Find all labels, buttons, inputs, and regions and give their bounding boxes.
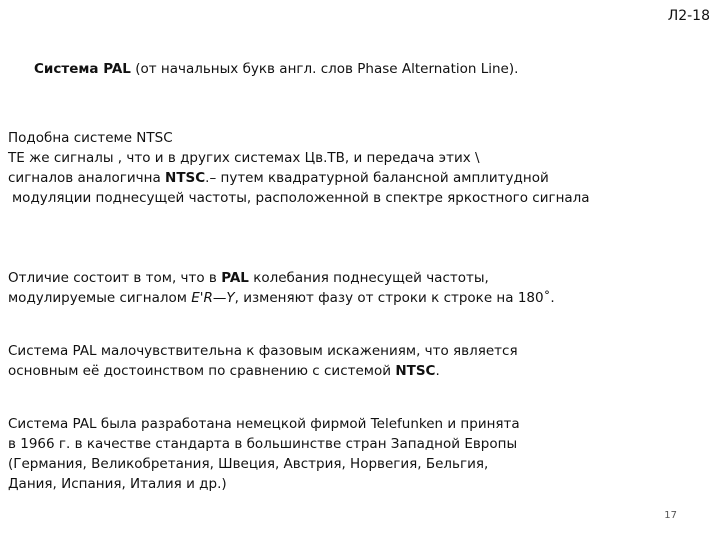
para2-line1-text-c: колебания поднесущей частоты, [248, 270, 489, 286]
para4-line2: в 1966 г. в качестве стандарта в большинстве стран Западной Европы [8, 436, 518, 452]
para1-line3-bold: NTSC [165, 170, 206, 186]
para1-line1: Подобна системе NTSC [8, 130, 173, 146]
paragraph-difference [8, 268, 555, 308]
para3-line1: Система PAL малочувствительна к фазовым искажениям, что является [8, 343, 518, 359]
para2-line2-text-c: , изменяют фазу от строки к строке на 180˚. [234, 290, 555, 306]
para2-line1-bold: PAL [221, 270, 249, 286]
para1-line4: модуляции поднесущей частоты, расположенной в спектре яркостного сигнала [12, 190, 590, 206]
para4-line4: Дания, Испания, Италия и др.) [8, 476, 227, 492]
para1-line3 [8, 168, 590, 188]
para3-line2-text-c: . [435, 363, 440, 379]
para4-line3: (Германия, Великобретания, Швеция, Австрия, Норвегия, Бельгия, [8, 456, 489, 472]
para4-line1: Система PAL была разработана немецкой фирмой Telefunken и принята [8, 416, 520, 432]
para3-line2 [8, 361, 518, 381]
para1-line2: ТЕ же сигналы , что и в других системах Цв.ТВ, и передача этих \ [8, 150, 480, 166]
para1-line3-text-a: сигналов аналогична [8, 170, 166, 186]
paragraph-similarity [8, 128, 590, 208]
para2-line1 [8, 268, 555, 288]
paragraph-phase-distortion [8, 341, 518, 381]
page-number: 17 [664, 510, 677, 521]
para3-line2-text-a: основным её достоинством по сравнению с системой [8, 363, 396, 379]
paragraph-history [8, 414, 520, 494]
para1-line3-text-c: .– путем квадратурной балансной амплитудной [205, 170, 549, 186]
title-rest: (от начальных букв англ. слов Phase Alternation Line). [130, 61, 519, 77]
slide-title [34, 61, 518, 77]
title-bold: Система PAL [34, 61, 131, 77]
slide-id-label: Л2-18 [667, 8, 710, 24]
para2-line1-text-a: Отличие состоит в том, что в [8, 270, 222, 286]
para3-line2-bold: NTSC [395, 363, 436, 379]
para2-line2 [8, 288, 555, 308]
signal-formula: E'R—Y [191, 290, 235, 306]
para2-line2-text-a: модулируемые сигналом [8, 290, 192, 306]
